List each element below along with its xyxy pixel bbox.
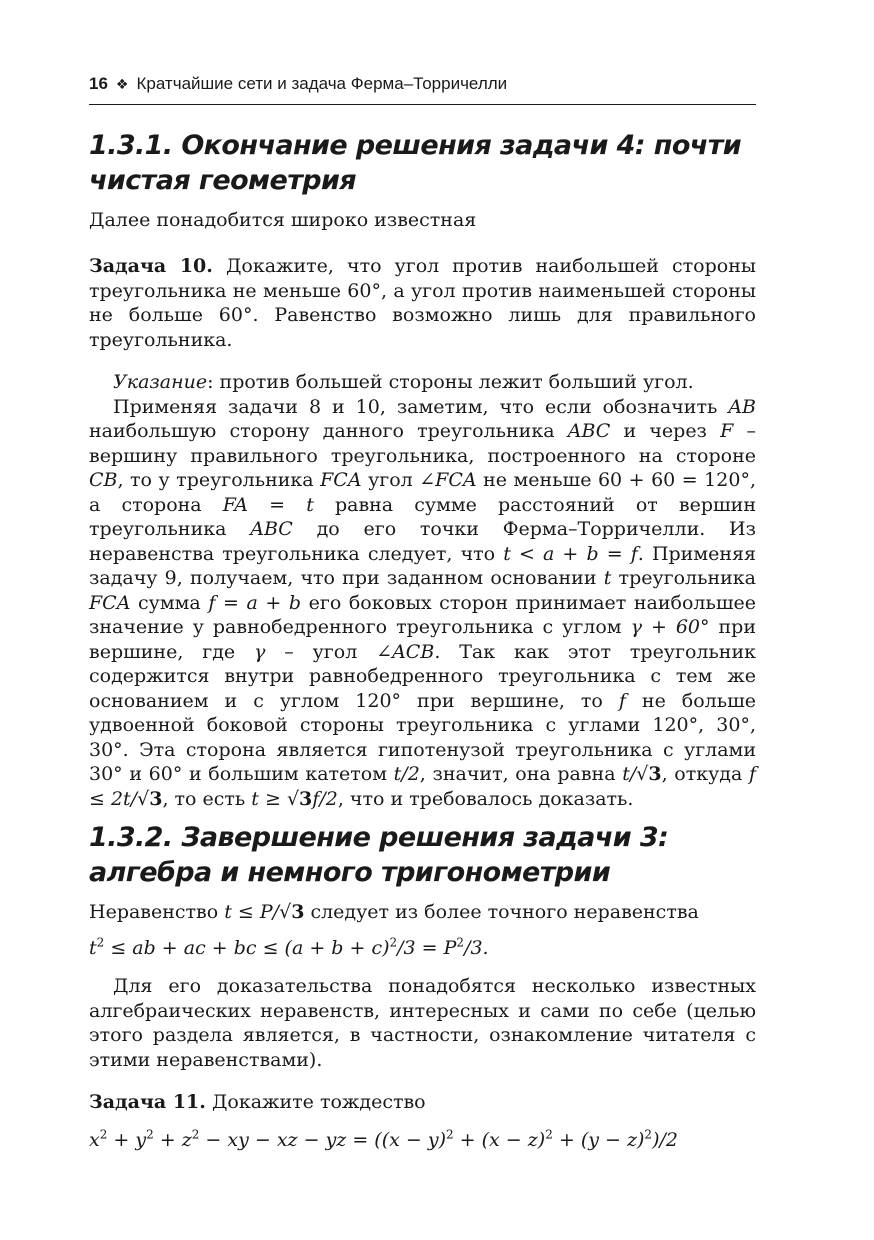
proof-part: – вершину правильного треугольника, построенного на стороне xyxy=(89,420,756,467)
hint-text xyxy=(89,370,756,395)
running-header xyxy=(89,74,756,105)
section-title: 1.3.2. Завершение решения задачи 3: алгебра и немного тригонометрии xyxy=(89,822,669,888)
math-part: − xy − xz − yz = ((x − y) xyxy=(199,1129,446,1151)
math-part: + (y − z) xyxy=(552,1129,645,1151)
task-body: Докажите тождество xyxy=(211,1091,426,1113)
exponent: 2 xyxy=(99,1127,108,1142)
section-1-3-1 xyxy=(89,128,756,198)
sqrt-three: √ 3 xyxy=(137,788,162,810)
exponent: 2 xyxy=(389,935,398,950)
text-part: Неравенство xyxy=(89,901,225,923)
math-ABC: ABC xyxy=(250,518,293,540)
task-body: Докажите, что угол против наибольшей стороны треугольника не меньше 60°, а угол против наименьшей стороны не больше 60°. Равенство возможно лишь для правильного треугольника. xyxy=(89,255,756,351)
math-ABC: ABC xyxy=(567,420,611,442)
task-label: Задача 10. xyxy=(89,255,213,277)
proof-part: , значит, она равна xyxy=(419,763,623,785)
math-t-ge: t ≥ xyxy=(251,787,287,810)
proof-text xyxy=(89,395,756,812)
diamond-icon: ❖ xyxy=(115,76,129,92)
text-part: следует из более точного неравенства xyxy=(304,901,699,923)
exponent: 2 xyxy=(191,1127,200,1142)
formula xyxy=(89,936,756,961)
math-FCA: FCA xyxy=(89,591,131,614)
section-1-3-2 xyxy=(89,820,756,890)
hint-and-proof xyxy=(89,370,756,811)
math-part: x xyxy=(89,1129,100,1151)
proof-part: . Так как этот треугольник содержится внутри равнобедренного треугольника с тем же основанием и с углом 120° при вершине, то xyxy=(89,640,756,712)
task-11 xyxy=(89,1090,756,1115)
proof-part: наибольшую сторону данного треугольника xyxy=(89,420,568,442)
math-part: + z xyxy=(153,1129,192,1151)
task-11-text xyxy=(89,1090,756,1115)
inequality-intro-text xyxy=(89,900,756,925)
proof-part: . Применяя задачу 9, получаем, что при заданном основании xyxy=(89,542,757,589)
math-f-le: f ≤ 2t/ xyxy=(89,763,756,810)
proof-part: его боковых сторон принимает наибольшее значение у равнобедренного треугольника с углом xyxy=(89,591,756,638)
exponent: 2 xyxy=(644,1127,653,1142)
sqrt-three: √ 3 xyxy=(287,788,312,810)
exponent: 2 xyxy=(545,1127,553,1142)
math-gamma: γ xyxy=(254,640,266,663)
task-10 xyxy=(89,254,756,352)
math-part: /3 = P xyxy=(397,937,457,959)
math-t-le-P: t ≤ P/ xyxy=(224,901,280,923)
task-10-text xyxy=(89,254,756,352)
proof-part: , то у треугольника xyxy=(117,469,321,491)
proof-part: при вершине, где xyxy=(89,616,757,663)
proof-part: равна сумме расстояний от вершин треугольника xyxy=(89,493,756,540)
sqrt-three: √ 3 xyxy=(279,901,304,923)
math-t-over: t/ xyxy=(622,763,637,785)
math-t-lt-f: t < a + b = f xyxy=(503,542,638,565)
section-2-paragraph xyxy=(89,974,756,1072)
identity-formula xyxy=(89,1128,756,1153)
exponent: 2 xyxy=(96,935,105,950)
math-part: + (x − z) xyxy=(453,1129,546,1151)
proof-part: – угол xyxy=(265,640,377,663)
proof-part: треугольника xyxy=(611,567,756,589)
exponent: 2 xyxy=(446,1127,454,1142)
math-part: )/2 xyxy=(652,1129,678,1151)
paragraph-text: Для его доказательства понадобятся несколько известных алгебраических неравенств, интересных и сами по себе (целью этого раздела является, в частности, ознакомление читателя с этими неравенствами). xyxy=(89,975,756,1071)
task-label: Задача 11. xyxy=(89,1091,206,1113)
inequality-formula xyxy=(89,936,756,961)
sqrt-three: √ 3 xyxy=(636,763,661,785)
math-FA-t: FA = t xyxy=(222,493,314,516)
exponent: 2 xyxy=(146,1127,154,1142)
page-number: 16 xyxy=(89,74,108,93)
proof-part: , откуда xyxy=(661,763,749,785)
math-AB: AB xyxy=(728,395,756,418)
book-page xyxy=(89,74,757,1151)
exponent: 2 xyxy=(456,935,465,950)
proof-part: , что и требовалось доказать. xyxy=(337,787,634,810)
formula xyxy=(89,1128,756,1153)
intro-text: Далее понадобится широко известная xyxy=(89,209,477,231)
inequality-intro xyxy=(89,900,756,925)
proof-part: , то есть xyxy=(162,787,252,810)
proof-part: не меньше 60 + 60 = 120°, а сторона xyxy=(89,469,756,516)
proof-part: сумма xyxy=(130,591,209,614)
math-CB: CB xyxy=(89,469,118,491)
math-f-half: f/2 xyxy=(312,787,338,810)
math-t-half: t/2 xyxy=(393,763,420,785)
proof-part: Применяя задачи 8 и 10, заметим, что если обозначить xyxy=(113,395,729,418)
math-part: /3. xyxy=(464,937,489,959)
math-angle-FCA: ∠FCA xyxy=(419,469,477,491)
hint-label: Указание xyxy=(113,371,208,393)
proof-part: угол xyxy=(361,469,420,491)
math-angle-ACB: ∠ACB xyxy=(376,640,435,663)
math-part: + y xyxy=(107,1129,147,1151)
hint-body: : против большей стороны лежит больший угол. xyxy=(207,371,694,393)
math-f-ab: f = a + b xyxy=(208,591,302,614)
proof-part: до его точки Ферма–Торричелли. Из неравенства треугольника следует, что xyxy=(89,518,756,565)
math-part: ≤ ab + ac + bc ≤ (a + b + c) xyxy=(104,937,390,959)
math-t: t xyxy=(603,567,612,589)
math-F: F xyxy=(720,420,734,442)
intro-paragraph xyxy=(89,208,756,233)
math-gamma-60: γ + 60° xyxy=(630,616,710,638)
math-f: f xyxy=(618,689,626,712)
math-part: t xyxy=(89,937,97,959)
section-title: 1.3.1. Окончание решения задачи 4: почти чистая геометрия xyxy=(89,130,742,196)
proof-part: и через xyxy=(610,420,721,442)
proof-part: не больше удвоенной боковой стороны треугольника с углами 120°, 30°, 30°. Эта сторона является гипотенузой треугольника с углами 30° и 60° и большим катетом xyxy=(89,689,757,785)
chapter-title: Кратчайшие сети и задача Ферма–Торричелли xyxy=(136,74,508,93)
math-FCA: FCA xyxy=(320,469,362,491)
